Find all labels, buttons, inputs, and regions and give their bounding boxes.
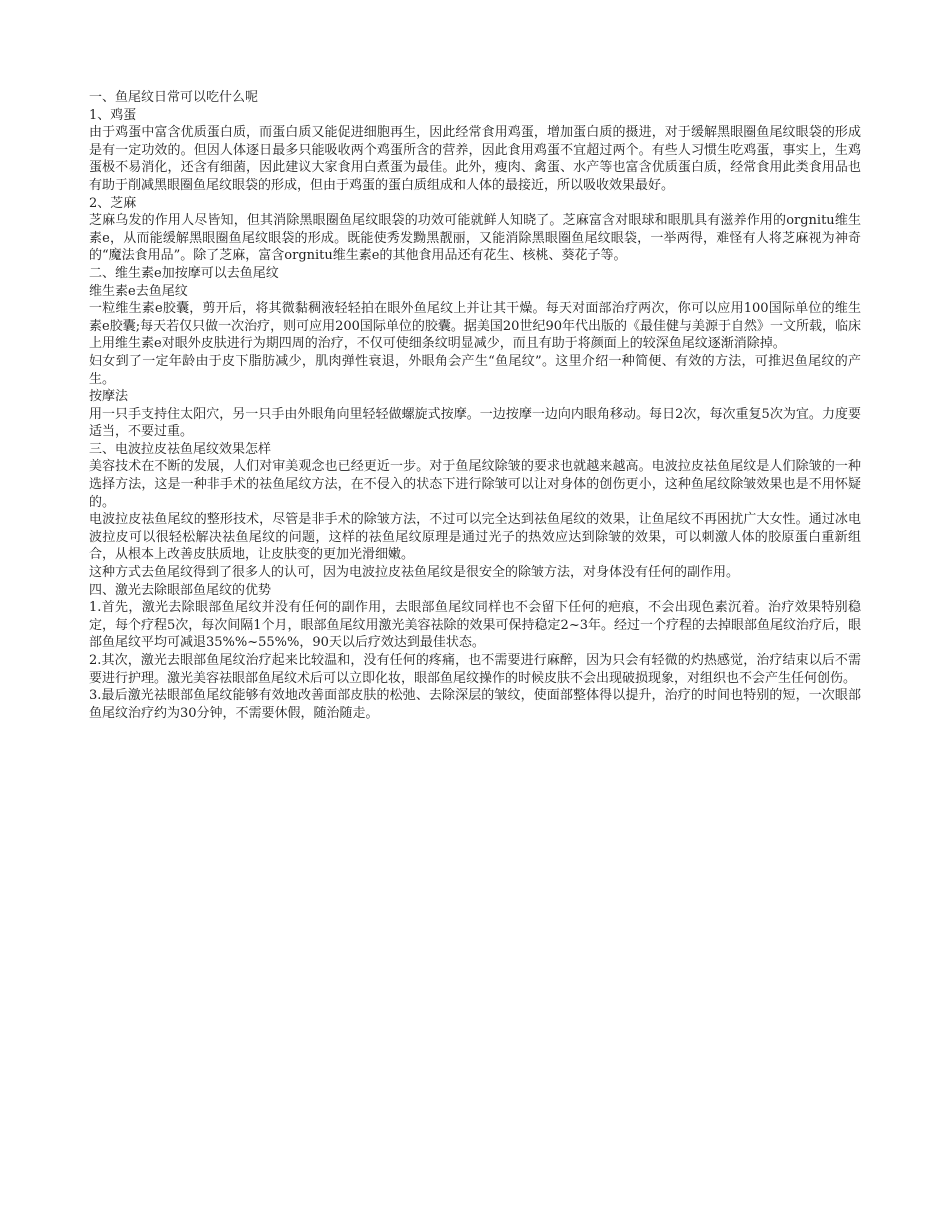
subsection-heading: 1、鸡蛋 — [89, 107, 137, 123]
paragraph: 妇女到了一定年龄由于皮下脂肪减少，肌肉弹性衰退，外眼角会产生“鱼尾纹”。这里介绍一种简便、有效的方法，可推迟鱼尾纹的产生。 — [89, 353, 861, 387]
paragraph: 一粒维生素e胶囊，剪开后，将其微黏稠液轻轻拍在眼外鱼尾纹上并让其干燥。每天对面部治疗两次，你可以应用100国际单位的维生素e胶囊;每天若仅只做一次治疗，则可应用200国际单位的胶囊。据美国20世纪90年代出版的《最佳健与美源于自然》一文所载，临床上用维生素e对眼外皮肤进行为期四周的治疗，不仅可使细条纹明显减少，而且有助于将颜面上的较深鱼尾纹逐渐消除掉。 — [89, 301, 861, 352]
paragraph: 用一只手支持住太阳穴，另一只手由外眼角向里轻轻做螺旋式按摩。一边按摩一边向内眼角移动。每日2次，每次重复5次为宜。力度要适当，不要过重。 — [89, 406, 861, 440]
section-heading: 二、维生素e加按摩可以去鱼尾纹 — [89, 265, 279, 281]
paragraph: 1.首先，激光去除眼部鱼尾纹并没有任何的副作用，去眼部鱼尾纹同样也不会留下任何的疤痕，不会出现色素沉着。治疗效果特别稳定，每个疗程5次，每次间隔1个月，眼部鱼尾纹用激光美容祛除的效果可保持稳定2~3年。经过一个疗程的去掉眼部鱼尾纹治疗后，眼部鱼尾纹平均可减退35%%~55%%，90天以后疗效达到最佳状态。 — [89, 600, 861, 651]
subsection-heading: 维生素e去鱼尾纹 — [89, 283, 188, 299]
paragraph: 这种方式去鱼尾纹得到了很多人的认可，因为电波拉皮祛鱼尾纹是很安全的除皱方法，对身体没有任何的副作用。 — [89, 565, 740, 581]
paragraph: 美容技术在不断的发展，人们对审美观念也已经更近一步。对于鱼尾纹除皱的要求也就越来越高。电波拉皮祛鱼尾纹是人们除皱的一种选择方法，这是一种非手术的祛鱼尾纹方法，在不侵入的状态下进行除皱可以让对身体的创伤更小，这种鱼尾纹除皱效果也是不用怀疑的。 — [89, 459, 861, 510]
paragraph: 3.最后激光祛眼部鱼尾纹能够有效地改善面部皮肤的松弛、去除深层的皱纹，使面部整体得以提升，治疗的时间也特别的短，一次眼部鱼尾纹治疗约为30分钟，不需要休假，随治随走。 — [89, 688, 861, 721]
subsection-heading: 按摩法 — [89, 389, 129, 405]
section-heading: 一、鱼尾纹日常可以吃什么呢 — [89, 90, 259, 105]
paragraph: 2.其次，激光去眼部鱼尾纹治疗起来比较温和，没有任何的疼痛，也不需要进行麻醉，因为只会有轻微的灼热感觉，治疗结束以后不需要进行护理。激光美容祛眼部鱼尾纹术后可以立即化妆，眼部鱼尾纹操作的时候皮肤不会出现破损现象，对组织也不会产生任何创伤。 — [89, 653, 861, 686]
subsection-heading: 2、芝麻 — [89, 195, 137, 211]
paragraph: 电波拉皮祛鱼尾纹的整形技术，尽管是非手术的除皱方法，不过可以完全达到祛鱼尾纹的效果，让鱼尾纹不再困扰广大女性。通过冰电波拉皮可以很轻松解决祛鱼尾纹的问题，这样的祛鱼尾纹原理是通过光子的热效应达到除皱的效果，可以刺激人体的胶原蛋白重新组合，从根本上改善皮肤质地，让皮肤变的更加光滑细嫩。 — [89, 512, 861, 563]
section-heading: 四、激光去除眼部鱼尾纹的优势 — [89, 582, 272, 598]
section-heading: 三、电波拉皮祛鱼尾纹效果怎样 — [89, 441, 272, 457]
paragraph: 由于鸡蛋中富含优质蛋白质，而蛋白质又能促进细胞再生，因此经常食用鸡蛋，增加蛋白质的摄进，对于缓解黑眼圈鱼尾纹眼袋的形成是有一定功效的。但因人体逐日最多只能吸收两个鸡蛋所含的营养，因此食用鸡蛋不宜超过两个。有些人习惯生吃鸡蛋，事实上，生鸡蛋极不易消化，还含有细菌，因此建议大家食用白煮蛋为最佳。此外，瘦肉、禽蛋、水产等也富含优质蛋白质，经常食用此类食用品也有助于削减黑眼圈鱼尾纹眼袋的形成，但由于鸡蛋的蛋白质组成和人体的最接近，所以吸收效果最好。 — [89, 125, 861, 193]
document-page — [89, 89, 861, 722]
paragraph: 芝麻乌发的作用人尽皆知，但其消除黑眼圈鱼尾纹眼袋的功效可能就鲜人知晓了。芝麻富含对眼球和眼肌具有滋养作用的orgnitu维生素e，从而能缓解黑眼圈鱼尾纹眼袋的形成。既能使秀发黝黑靓丽，又能消除黑眼圈鱼尾纹眼袋，一举两得，难怪有人将芝麻视为神奇的“魔法食用品”。除了芝麻，富含orgnitu维生素e的其他食用品还有花生、核桃、葵花子等。 — [89, 213, 861, 264]
